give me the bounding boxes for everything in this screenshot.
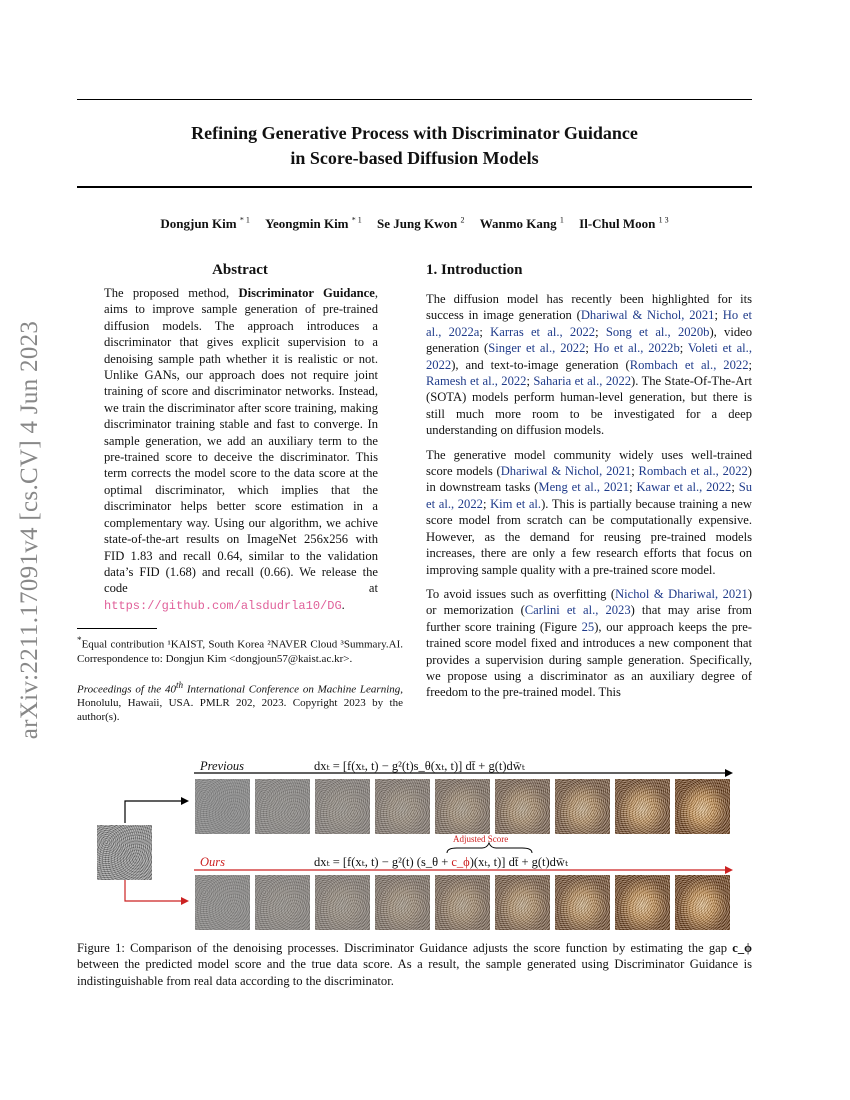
citation-link[interactable]: Kim et al. xyxy=(490,496,542,511)
ours-sample-9 xyxy=(675,875,730,930)
code-link[interactable]: https://github.com/alsdudrla10/DG xyxy=(104,598,342,613)
previous-sample-8 xyxy=(615,779,670,834)
title-line-1: Refining Generative Process with Discriminator Guidance xyxy=(191,123,638,143)
method-name: Discriminator Guidance xyxy=(238,286,375,300)
previous-label: Previous xyxy=(200,759,244,773)
ours-sample-8 xyxy=(615,875,670,930)
ours-arrowhead xyxy=(725,866,733,874)
paper-title xyxy=(77,121,752,171)
figure-caption: Figure 1: Comparison of the denoising processes. Discriminator Guidance adjusts the score function by estimating the gap c_ϕ between the predicted model score and the true data score. As a result, the sample generated using Discriminator Guidance is indistinguishable from real data according to the discriminator. xyxy=(77,941,752,988)
citation-link[interactable]: Ho et al., 2022a xyxy=(426,308,752,339)
figure-1 xyxy=(77,755,757,935)
citation-link[interactable]: Meng et al., 2021 xyxy=(538,480,630,495)
previous-sample-9 xyxy=(675,779,730,834)
previous-sample-7 xyxy=(555,779,610,834)
citation-link[interactable]: Rombach et al., 2022 xyxy=(629,357,749,372)
intro-paragraph-3: To avoid issues such as overfitting (Nichol & Dhariwal, 2021) or memorization (Carlini et al., 2023) that may arise from further score training (Figure 25), our approach keeps the pre-trained score model fixed and introduces a new component that provides a supervision during sample generation. Specifically, we propose using a discriminator as an auxiliary degree of freedom to the pre-trained model. This xyxy=(426,586,753,700)
previous-sample-2 xyxy=(255,779,310,834)
previous-sample-5 xyxy=(435,779,490,834)
left-column xyxy=(77,262,403,724)
citation-link[interactable]: Dhariwal & Nichol, 2021 xyxy=(500,464,632,479)
citation-link[interactable]: Nichol & Dhariwal, 2021 xyxy=(615,586,748,601)
previous-sample-6 xyxy=(495,779,550,834)
previous-sample-3 xyxy=(315,779,370,834)
arxiv-stamp xyxy=(10,290,50,770)
previous-sample-1 xyxy=(195,779,250,834)
author-list xyxy=(77,216,752,232)
top-rule xyxy=(77,99,752,100)
abstract-heading: Abstract xyxy=(212,262,268,278)
ours-sample-4 xyxy=(375,875,430,930)
citation-link[interactable]: Su et al., 2022 xyxy=(426,480,753,511)
initial-noise-image xyxy=(97,825,152,880)
citation-link[interactable]: Rombach et al., 2022 xyxy=(638,464,748,479)
previous-branch-arrow xyxy=(125,801,183,823)
author: Se Jung Kwon $^2$ xyxy=(377,216,465,232)
ours-sample-7 xyxy=(555,875,610,930)
author: Yeongmin Kim $^{* 1}$ xyxy=(265,216,362,232)
adjusted-score-label: Adjusted Score xyxy=(453,834,509,844)
title-line-2: in Score-based Diffusion Models xyxy=(290,148,539,168)
citation-link[interactable]: Karras et al., 2022 xyxy=(490,324,596,339)
citation-link[interactable]: Saharia et al., 2022 xyxy=(533,374,632,389)
proceedings-note: Proceedings of the 40th International Conference on Machine Learning, Honolulu, Hawaii, USA. PMLR 202, 2023. Copyright 2023 by the author(s). xyxy=(77,679,403,724)
citation-link[interactable]: 25 xyxy=(581,619,595,634)
intro-paragraph-2: The generative model community widely uses well-trained score models (Dhariwal & Nichol, 2021; Rombach et al., 2022) in downstream tasks (Meng et al., 2021; Kawar et al., 2022; Su et al., 2022; Kim et al.). This is partially because training a new score model from scratch can be computationally expensive. However, as the demand for reusing pre-trained models increases, there are only a few research efforts that focus on improving sample quality with a pre-trained score model. xyxy=(426,447,753,577)
author: Wanmo Kang $^1$ xyxy=(479,216,564,232)
citation-link[interactable]: Singer et al., 2022 xyxy=(488,341,586,356)
ours-sample-3 xyxy=(315,875,370,930)
citation-link[interactable]: Voleti et al., 2022 xyxy=(426,341,752,372)
right-column xyxy=(426,262,752,709)
citation-link[interactable]: Ramesh et al., 2022 xyxy=(426,374,527,389)
ours-branch-arrow xyxy=(125,880,183,901)
intro-paragraph-1: The diffusion model has recently been highlighted for its success in image generation (Dhariwal & Nichol, 2021; Ho et al., 2022a; Karras et al., 2022; Song et al., 2020b), video generation (Singer et al., 2022; Ho et al., 2022b; Voleti et al., 2022), and text-to-image generation (Rombach et al., 2022; Ramesh et al., 2022; Saharia et al., 2022). The State-Of-The-Art (SOTA) models perform human-level generation, but there is still much more room to be investigated for a deep understanding on diffusion models. xyxy=(426,292,752,438)
ours-label: Ours xyxy=(200,855,226,869)
previous-sample-4 xyxy=(375,779,430,834)
citation-link[interactable]: Ho et al., 2022b xyxy=(593,341,680,356)
ours-equation: dxₜ = [f(xₜ, t) − g²(t) (s_θ + c_ϕ)(xₜ, t)] dt̄ + g(t)dw̄ₜ xyxy=(314,855,569,869)
footnote: *Equal contribution ¹KAIST, South Korea ²NAVER Cloud ³Summary.AI. Correspondence to: Dongjun Kim <dongjoun57@kaist.ac.kr>. xyxy=(77,635,403,665)
ours-sample-2 xyxy=(255,875,310,930)
author: Il-Chul Moon $^{1 3}$ xyxy=(579,216,669,232)
footnote-rule xyxy=(77,628,157,629)
introduction-heading: 1. Introduction xyxy=(426,262,523,278)
ours-sample-1 xyxy=(195,875,250,930)
arxiv-stamp-text: arXiv:2211.17091v4 [cs.CV] 4 Jun 2023 xyxy=(16,320,44,740)
previous-equation: dxₜ = [f(xₜ, t) − g²(t)s_θ(xₜ, t)] dt̄ + g(t)dw̄ₜ xyxy=(314,759,525,773)
ours-sample-6 xyxy=(495,875,550,930)
ours-sample-5 xyxy=(435,875,490,930)
abstract-body: The proposed method, Discriminator Guidance, aims to improve sample generation of pre-trained diffusion models. The approach introduces a discriminator that gives explicit supervision to a denoising sample path whether it is realistic or not. Unlike GANs, our approach does not require joint training of score and discriminator networks. Instead, we train the discriminator after score training, making discriminator training stable and fast to converge. In sample generation, we add an auxiliary term to the pre-trained score to deceive the discriminator. This term corrects the model score to the data score at the optimal discriminator, which implies that the discriminator helps better score estimation in a complementary way. Using our algorithm, we achive state-of-the-art results on ImageNet 256x256 with FID 1.83 and recall 0.64, similar to the validation data’s FID (1.68) and recall (0.66). We release the code at https://github.com/alsdudrla10/DG. xyxy=(104,286,378,613)
citation-link[interactable]: Dhariwal & Nichol, 2021 xyxy=(580,308,715,323)
adjusted-score-brace xyxy=(447,843,532,853)
author: Dongjun Kim $^{* 1}$ xyxy=(160,216,250,232)
citation-link[interactable]: Kawar et al., 2022 xyxy=(636,480,732,495)
citation-link[interactable]: Carlini et al., 2023 xyxy=(524,603,631,618)
citation-link[interactable]: Song et al., 2020b xyxy=(605,324,710,339)
title-bottom-rule xyxy=(77,186,752,188)
previous-arrowhead xyxy=(725,769,733,777)
